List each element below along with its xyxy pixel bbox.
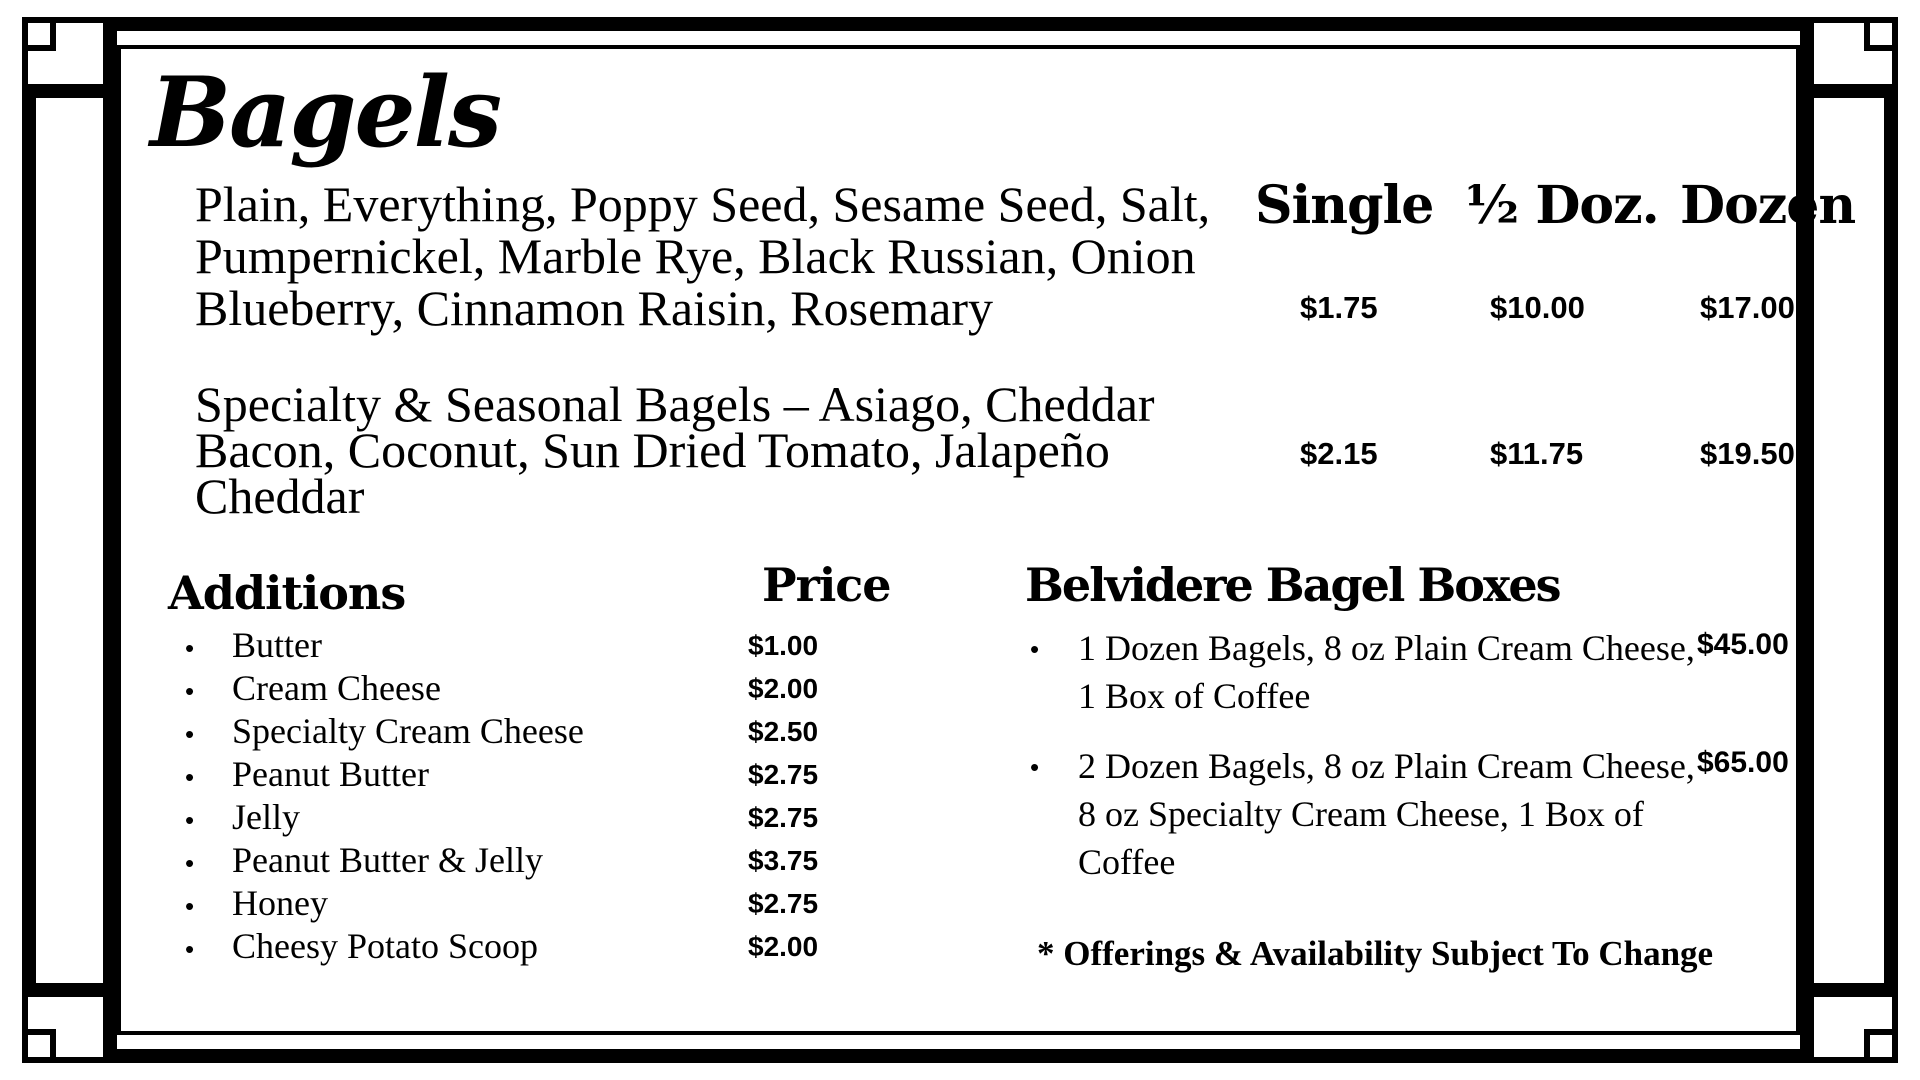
- addition-item-price: $2.75: [748, 759, 819, 790]
- addition-item-price: $2.75: [748, 802, 819, 833]
- bullet: •: [185, 719, 195, 749]
- bullet: •: [185, 633, 195, 663]
- column-dozen-header: Dozen: [1680, 175, 1856, 236]
- addition-item-price: $2.00: [748, 673, 819, 704]
- bullet: •: [185, 805, 195, 835]
- regular-half-dozen-price: $10.00: [1490, 290, 1585, 325]
- specialty-bagels-line-1: Specialty & Seasonal Bagels – Asiago, Cheddar: [195, 376, 1155, 432]
- addition-item-price: $3.75: [748, 845, 819, 876]
- page-title: Bagels: [150, 56, 501, 169]
- regular-bagels-line-2: Pumpernickel, Marble Rye, Black Russian, Onion: [195, 228, 1196, 284]
- regular-single-price: $1.75: [1300, 290, 1378, 325]
- corner-bottom-right: [1864, 1029, 1898, 1063]
- addition-item-name: Specialty Cream Cheese: [232, 711, 584, 751]
- addition-item-name: Peanut Butter & Jelly: [232, 840, 543, 880]
- specialty-bagels-line-3: Cheddar: [195, 468, 365, 524]
- bullet: •: [185, 676, 195, 706]
- boxes-heading: Belvidere Bagel Boxes: [1025, 558, 1560, 612]
- bullet: •: [185, 934, 195, 964]
- bullet: •: [1030, 752, 1040, 782]
- bullet: •: [1030, 634, 1040, 664]
- addition-item-name: Cheesy Potato Scoop: [232, 926, 538, 966]
- regular-dozen-price: $17.00: [1700, 290, 1795, 325]
- addition-item-name: Peanut Butter: [232, 754, 429, 794]
- availability-note: * Offerings & Availability Subject To Change: [1037, 934, 1714, 973]
- additions-price-heading: Price: [762, 558, 891, 612]
- specialty-dozen-price: $19.50: [1700, 436, 1795, 471]
- addition-item-price: $2.50: [748, 716, 819, 747]
- box-item-description: 2 Dozen Bagels, 8 oz Plain Cream Cheese, 8 oz Specialty Cream Cheese, 1 Box of Coffee: [1078, 746, 1695, 882]
- bullet: •: [185, 848, 195, 878]
- bullet: •: [185, 891, 195, 921]
- addition-item-price: $2.75: [748, 888, 819, 919]
- addition-item-name: Jelly: [232, 797, 300, 837]
- corner-top-left: [22, 17, 56, 51]
- box-item-price: $45.00: [1697, 628, 1789, 661]
- specialty-single-price: $2.15: [1300, 436, 1378, 471]
- column-half-dozen-header: ½ Doz.: [1465, 175, 1659, 236]
- addition-item-price: $2.00: [748, 931, 819, 962]
- box-item-description: 1 Dozen Bagels, 8 oz Plain Cream Cheese, 1 Box of Coffee: [1078, 628, 1695, 716]
- additions-heading: Additions: [168, 566, 406, 620]
- addition-item-name: Cream Cheese: [232, 668, 441, 708]
- regular-bagels-line-3: Blueberry, Cinnamon Raisin, Rosemary: [195, 280, 994, 336]
- corner-top-right: [1864, 17, 1898, 51]
- addition-item-name: Butter: [232, 625, 322, 665]
- addition-item-price: $1.00: [748, 630, 819, 661]
- addition-item-name: Honey: [232, 883, 328, 923]
- specialty-bagels-line-2: Bacon, Coconut, Sun Dried Tomato, Jalapeño: [195, 422, 1110, 478]
- regular-bagels-line-1: Plain, Everything, Poppy Seed, Sesame Seed, Salt,: [195, 176, 1211, 232]
- box-item-price: $65.00: [1697, 746, 1789, 779]
- bullet: •: [185, 762, 195, 792]
- column-single-header: Single: [1255, 175, 1434, 236]
- corner-bottom-left: [22, 1029, 56, 1063]
- specialty-half-dozen-price: $11.75: [1490, 436, 1584, 471]
